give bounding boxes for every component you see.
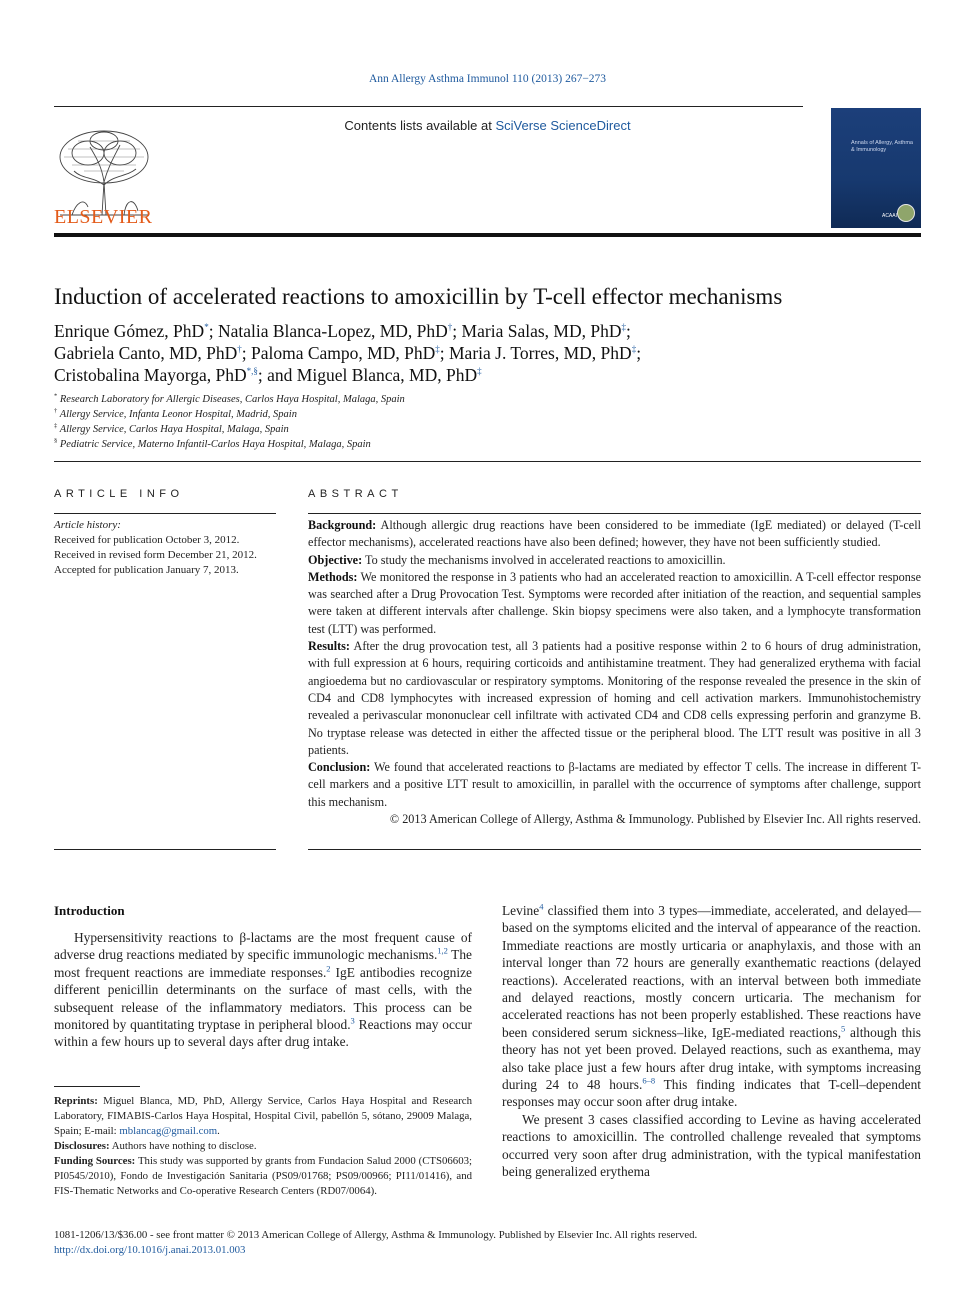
- abstract-conclusion: Conclusion: We found that accelerated reactions to β-lactams are mediated by effector T cells. The increase in different T-cell markers and a positive LTT result to amoxicillin, in parallel with the occurrence of symptoms after challenge, support this mechanism.: [308, 760, 921, 809]
- header-thick-rule: [54, 233, 921, 237]
- intro-paragraph: Hypersensitivity reactions to β-lactams are the most frequent cause of adverse drug reactions mediated by specific immunologic mechanisms.$^{1,2}$ The most frequent reactions are immediate responses.$^2$ IgE antibodies recognize different penicillin determinants on the surface of mast cells, with the subsequent release of the inflammatory mediators. This process can be monitored by quantitating tryptase in peripheral blood.$^3$ Reactions may occur within a few hours up to several days after drug intake.: [54, 930, 472, 1050]
- introduction-heading: Introduction: [54, 903, 125, 918]
- footnote-disclosures: Disclosures: Authors have nothing to disclose.: [54, 1140, 257, 1152]
- footnotes: [54, 1094, 472, 1199]
- contents-line: [200, 118, 775, 133]
- affiliation-list: [54, 392, 924, 452]
- author-list: Enrique Gómez, PhD*; Natalia Blanca-Lopez, MD, PhD†; Maria Salas, MD, PhD‡; Gabriela Canto, MD, PhD†; Paloma Campo, MD, PhD‡; Maria J. Torres, MD, PhD‡; Cristobalina Mayorga, PhD*,§; and Miguel Blanca, MD, PhD‡: [54, 321, 642, 385]
- article-info-bottom-rule: [54, 849, 276, 850]
- cover-badge: ACAAI: [881, 213, 897, 219]
- author[interactable]: Natalia Blanca-Lopez, MD, PhD†: [217, 321, 453, 341]
- citation-link[interactable]: 2: [326, 963, 331, 974]
- body-left-column: [54, 929, 472, 1051]
- affiliation: § Pediatric Service, Materno Infantil-Carlos Haya Hospital, Malaga, Spain: [54, 437, 371, 450]
- body-right-column: [502, 902, 921, 1181]
- citation-link[interactable]: 1,2: [437, 945, 448, 956]
- history-line: Accepted for publication January 7, 2013.: [54, 564, 239, 576]
- citation-link[interactable]: 5: [841, 1023, 846, 1034]
- abstract-results: Results: After the drug provocation test, all 3 patients had a positive response within 2 to 6 hours of drug administration, with full expression at 6 hours, requiring corticoids and antihistamine treatment. They had generalized erythema with facial angioedema but no cardiovascular or respiratory symptoms. Monitoring of the response revealed the presence in the skin of CD4 and CD8 lymphocytes with increased expression of homing and cell activation markers. Immunohistochemistry revealed a perivascular mononuclear cell infiltrate with activated CD4 and CD8 cells expressing perforin and granzyme B. No tryptase release was detected in either the affected tissue or the peripheral blood. The LTT result was positive in all 3 patients.: [308, 639, 921, 757]
- journal-citation[interactable]: Ann Allergy Asthma Immunol 110 (2013) 267−273: [368, 73, 607, 85]
- author[interactable]: Miguel Blanca, MD, PhD‡: [296, 365, 482, 385]
- article-info-heading: ARTICLE INFO: [54, 488, 184, 500]
- page-footer: [54, 1228, 924, 1258]
- author[interactable]: Cristobalina Mayorga, PhD*,§: [54, 365, 258, 385]
- sciencedirect-link[interactable]: SciVerse ScienceDirect: [495, 118, 631, 133]
- affiliation: † Allergy Service, Infanta Leonor Hospital, Madrid, Spain: [54, 407, 297, 420]
- abstract-objective: Objective: To study the mechanisms involved in accelerated reactions to amoxicillin.: [308, 552, 726, 567]
- article-info-rule: [54, 513, 276, 514]
- abstract-copyright: © 2013 American College of Allergy, Asthma & Immunology. Published by Elsevier Inc. All rights reserved.: [389, 812, 921, 827]
- body-paragraph: We present 3 cases classified according to Levine as having accelerated reactions to amoxicillin. The controlled challenge revealed that symptoms occurred very soon after drug administration, with the typical manifestation being generalized erythema: [502, 1111, 921, 1180]
- history-label: Article history:: [54, 519, 121, 531]
- footnote-rule: [54, 1086, 140, 1087]
- abstract-background: Background: Although allergic drug reactions have been considered to be immediate (IgE mediated) or delayed (T-cell effector mechanisms), accelerated reactions have also been defined; however, they have not been sufficiently studied.: [308, 518, 921, 550]
- affiliation: * Research Laboratory for Allergic Diseases, Carlos Haya Hospital, Malaga, Spain: [54, 392, 405, 405]
- abstract-rule: [308, 513, 921, 514]
- abstract-methods: Methods: We monitored the response in 3 patients who had an accelerated reaction to amoxicillin. A T-cell effector response was searched after a Drug Provocation Test. Symptoms were recorded after initiation of the reaction, and sequential samples were taken at different intervals after challenge. Skin biopsy specimens were also taken, and a lymphocyte transformation test (LTT) was performed.: [308, 569, 921, 636]
- author[interactable]: Maria J. Torres, MD, PhD‡: [449, 343, 637, 363]
- journal-cover[interactable]: [831, 108, 921, 228]
- article-title: Induction of accelerated reactions to amoxicillin by T-cell effector mechanisms: [54, 284, 783, 309]
- footnote-funding: Funding Sources: This study was supported by grants from Fundacion Salud 2000 (CTS06603; PI0545/2010), Fondo de Investigación Sanitaria (PS09/01768; PS09/00966; PI11/01416), and FIS-Thematic Networks and Co-operative Research Centers (RD07/0064).: [54, 1155, 472, 1197]
- cover-title: Annals of Allergy, Asthma & Immunology: [851, 140, 913, 154]
- doi-link[interactable]: http://dx.doi.org/10.1016/j.anai.2013.01.003: [54, 1244, 246, 1256]
- author[interactable]: Paloma Campo, MD, PhD‡: [251, 343, 440, 363]
- contents-prefix: Contents lists available at: [344, 118, 496, 133]
- citation-link[interactable]: 3: [350, 1015, 355, 1026]
- cover-seal-icon: [897, 204, 915, 222]
- abstract-heading: ABSTRACT: [308, 488, 403, 500]
- issn-line: 1081-1206/13/$36.00 - see front matter © 2013 American College of Allergy, Asthma & Immunology. Published by Elsevier Inc. All rights reserved.: [54, 1229, 698, 1241]
- abstract-bottom-rule: [308, 849, 921, 850]
- citation-link[interactable]: 6–8: [642, 1075, 656, 1086]
- author[interactable]: Gabriela Canto, MD, PhD†: [54, 343, 242, 363]
- email-link[interactable]: mblancag@gmail.com: [119, 1125, 218, 1137]
- history-line: Received in revised form December 21, 2012.: [54, 549, 257, 561]
- elsevier-wordmark: ELSEVIER: [54, 206, 153, 228]
- affiliation: ‡ Allergy Service, Carlos Haya Hospital, Malaga, Spain: [54, 422, 289, 435]
- history-line: Received for publication October 3, 2012.: [54, 534, 240, 546]
- author[interactable]: Enrique Gómez, PhD*: [54, 321, 209, 341]
- header-rule: [54, 106, 803, 107]
- abstract-body: [308, 517, 921, 828]
- footnote-reprints: Reprints: Miguel Blanca, MD, PhD, Allergy Service, Carlos Haya Hospital and Research Laboratory, FIMABIS-Carlos Haya Hospital, Hospital Civil, pabellón 5, sótano, 29009 Malaga, Spain; E-mail: mblancag@gmail.com.: [54, 1095, 472, 1137]
- affil-rule: [54, 461, 921, 462]
- author[interactable]: Maria Salas, MD, PhD‡: [461, 321, 626, 341]
- citation-link[interactable]: 4: [539, 901, 544, 912]
- body-paragraph: Levine$^4$ classified them into 3 types—immediate, accelerated, and delayed—based on the symptoms elicited and the interval of appearance of the reaction. Immediate reactions are mostly urticaria or anaphylaxis, and those with an interval longer than 72 hours are generally exanthematic reactions (delayed reactions). Accelerated reactions, with an interval between both immediate and delayed reactions, mostly concern urticaria. The mechanism for accelerated reactions has not been properly established. These reactions have been considered serum sickness–like, IgE-mediated reactions,$^5$ although this theory has not yet been proved. Delayed reactions, such as exanthema, may also take place just a few hours after drug intake, with symptoms increasing during 24 to 48 hours.$^{6-8}$ This finding indicates that T-cell–dependent responses may occur soon after drug intake.: [502, 901, 922, 1110]
- article-history: [54, 518, 276, 578]
